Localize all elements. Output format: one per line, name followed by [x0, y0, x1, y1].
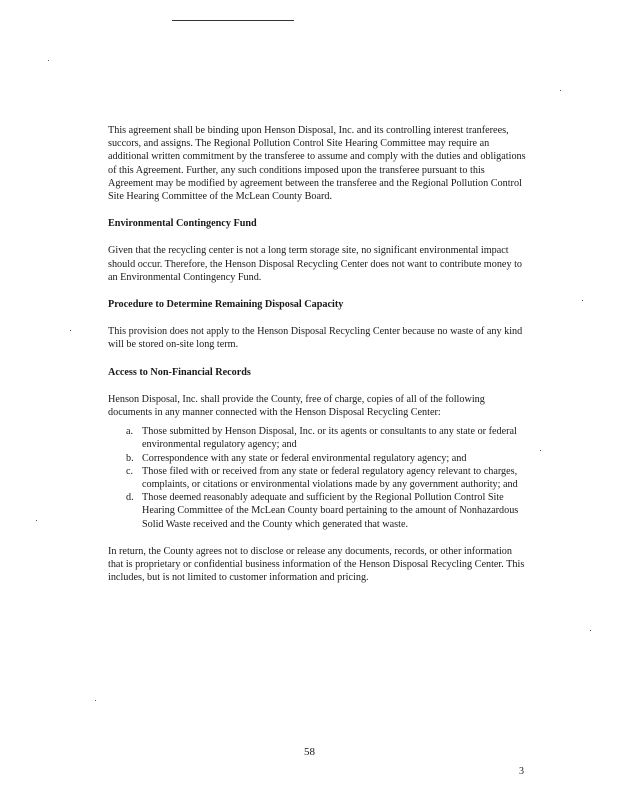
list-item-text: Correspondence with any state or federal environmental regulatory agency; and — [142, 452, 467, 464]
list-item — [108, 452, 526, 465]
scan-speck — [590, 630, 591, 631]
paragraph-records-access: Henson Disposal, Inc. shall provide the County, free of charge, copies of all of the following documents in any manner connected with the Henson Disposal Recycling Center: — [108, 393, 485, 419]
list-marker: d. — [126, 492, 134, 504]
paragraph-confidentiality: In return, the County agrees not to disclose or release any documents, records, or other information that is proprietary or confidential business information of the Henson Disposal Recycling Center. This includes, but is not limited to customer information and pricing. — [108, 545, 525, 584]
records-list — [108, 425, 526, 531]
scan-speck — [95, 700, 96, 701]
scan-speck — [582, 300, 583, 301]
scan-speck — [540, 450, 541, 451]
page-number: 58 — [304, 746, 315, 758]
list-item — [108, 425, 526, 451]
paragraph-disposal-capacity: This provision does not apply to the Henson Disposal Recycling Center because no waste of any kind will be stored on-site long term. — [108, 326, 523, 351]
top-rule-line — [172, 20, 294, 21]
list-item-text: Those submitted by Henson Disposal, Inc. or its agents or consultants to any state or federal environmental regulatory agency; and — [142, 426, 517, 451]
list-marker: b. — [126, 452, 134, 464]
paragraph-contingency-fund: Given that the recycling center is not a long term storage site, no significant environmental impact should occur. Therefore, the Henson Disposal Recycling Center does not want to contribute money to an Environmental Contingency Fund. — [108, 245, 523, 283]
list-marker: a. — [126, 426, 134, 438]
list-item-text: Those filed with or received from any state or federal regulatory agency relevant to charges, complaints, or citations or environmental violations made by any government authority; and — [142, 465, 518, 491]
scan-speck — [70, 330, 71, 331]
heading-access-non-financial-records: Access to Non-Financial Records — [108, 366, 251, 378]
list-marker: c. — [126, 465, 134, 477]
corner-page-mark: 3 — [519, 766, 524, 777]
heading-environmental-contingency-fund: Environmental Contingency Fund — [108, 218, 257, 230]
list-item — [108, 465, 526, 491]
heading-remaining-disposal-capacity: Procedure to Determine Remaining Disposal Capacity — [108, 299, 344, 311]
scan-speck — [48, 60, 49, 61]
scan-speck — [36, 520, 37, 521]
paragraph-binding-agreement: This agreement shall be binding upon Henson Disposal, Inc. and its controlling interest tranferees, succors, and assigns. The Regional Pollution Control Site Hearing Committee may require an additional written commitment by the transferee to assume and comply with the duties and obligations of this Agreement. Further, any such conditions imposed upon the transferee pursuant to this Agreement may be modified by agreement between the transferee and the Regional Pollution Control Site Hearing Committee of the McLean County Board. — [108, 125, 526, 203]
list-item — [108, 491, 526, 531]
document-body — [108, 124, 526, 598]
scan-speck — [560, 90, 561, 91]
list-item-text: Those deemed reasonably adequate and sufficient by the Regional Pollution Control Site Hearing Committee of the McLean County board pertaining to the amount of Nonhazardous Solid Waste received and the County which generated that waste. — [142, 492, 519, 530]
